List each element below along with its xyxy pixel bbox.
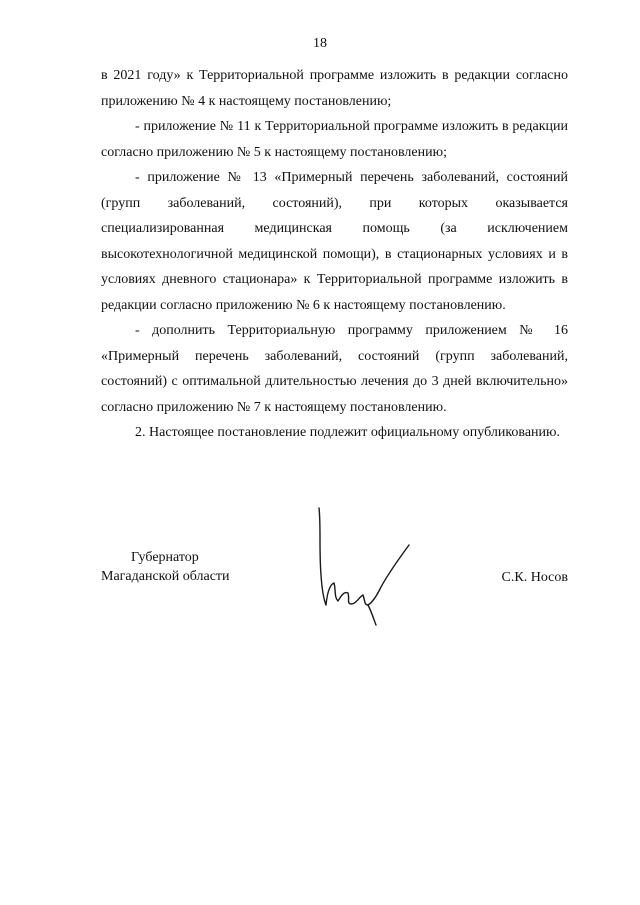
paragraph-3-line-2: (групп заболеваний, состояний), при которых оказывается [101, 195, 568, 211]
paragraph-5-line-1: 2. Настоящее постановление подлежит официальному [135, 425, 460, 440]
paragraph-4-line-4: включительно» согласно приложению № 7 к настоящему постановлению. [101, 374, 568, 415]
paragraph-3-line-1: - приложение № 13 «Примерный перечень заболеваний, состояний [135, 170, 568, 185]
paragraph-3-line-4: высокотехнологичной медицинской помощи), в стационарных условиях [101, 246, 543, 262]
paragraph-2-line-1: - приложение № 11 к Территориальной программе изложить [135, 119, 499, 134]
document-body [101, 63, 568, 446]
signatory-title [101, 548, 230, 586]
paragraph-5 [101, 420, 568, 446]
paragraph-4-line-3: состояний) с оптимальной длительностью лечения до 3 дней [101, 374, 472, 389]
paragraph-3-line-5: и в условиях дневного стационара» к Территориальной программе [101, 246, 568, 287]
paragraph-1-line-2: согласно приложению № 4 к настоящему постановлению; [101, 68, 568, 109]
signatory-title-line-1: Губернатор [131, 550, 199, 565]
paragraph-1-line-1: в 2021 году» к Территориальной программе изложить в редакции [101, 68, 511, 83]
page-number: 18 [313, 36, 327, 51]
paragraph-3 [101, 165, 568, 318]
signature-stroke [319, 508, 409, 625]
paragraph-2 [101, 114, 568, 165]
paragraph-4 [101, 318, 568, 420]
signatory-name: С.К. Носов [501, 570, 568, 585]
paragraph-5-line-2: опубликованию. [462, 425, 560, 440]
paragraph-1 [101, 63, 568, 114]
handwritten-signature [310, 505, 420, 630]
signatory-title-line-2: Магаданской области [101, 569, 230, 584]
paragraph-3-line-6: изложить в редакции согласно приложению № 6 к настоящему [101, 272, 569, 313]
paragraph-4-line-2: «Примерный перечень заболеваний, состояний (групп заболеваний, [101, 348, 568, 364]
paragraph-2-line-2: в редакции согласно приложению № 5 к настоящему постановлению; [101, 119, 568, 160]
paragraph-3-line-3: специализированная медицинская помощь (за исключением [101, 221, 568, 236]
paragraph-3-line-7: постановлению. [409, 297, 506, 313]
paragraph-4-line-1: - дополнить Территориальную программу приложением № 16 [135, 323, 568, 338]
